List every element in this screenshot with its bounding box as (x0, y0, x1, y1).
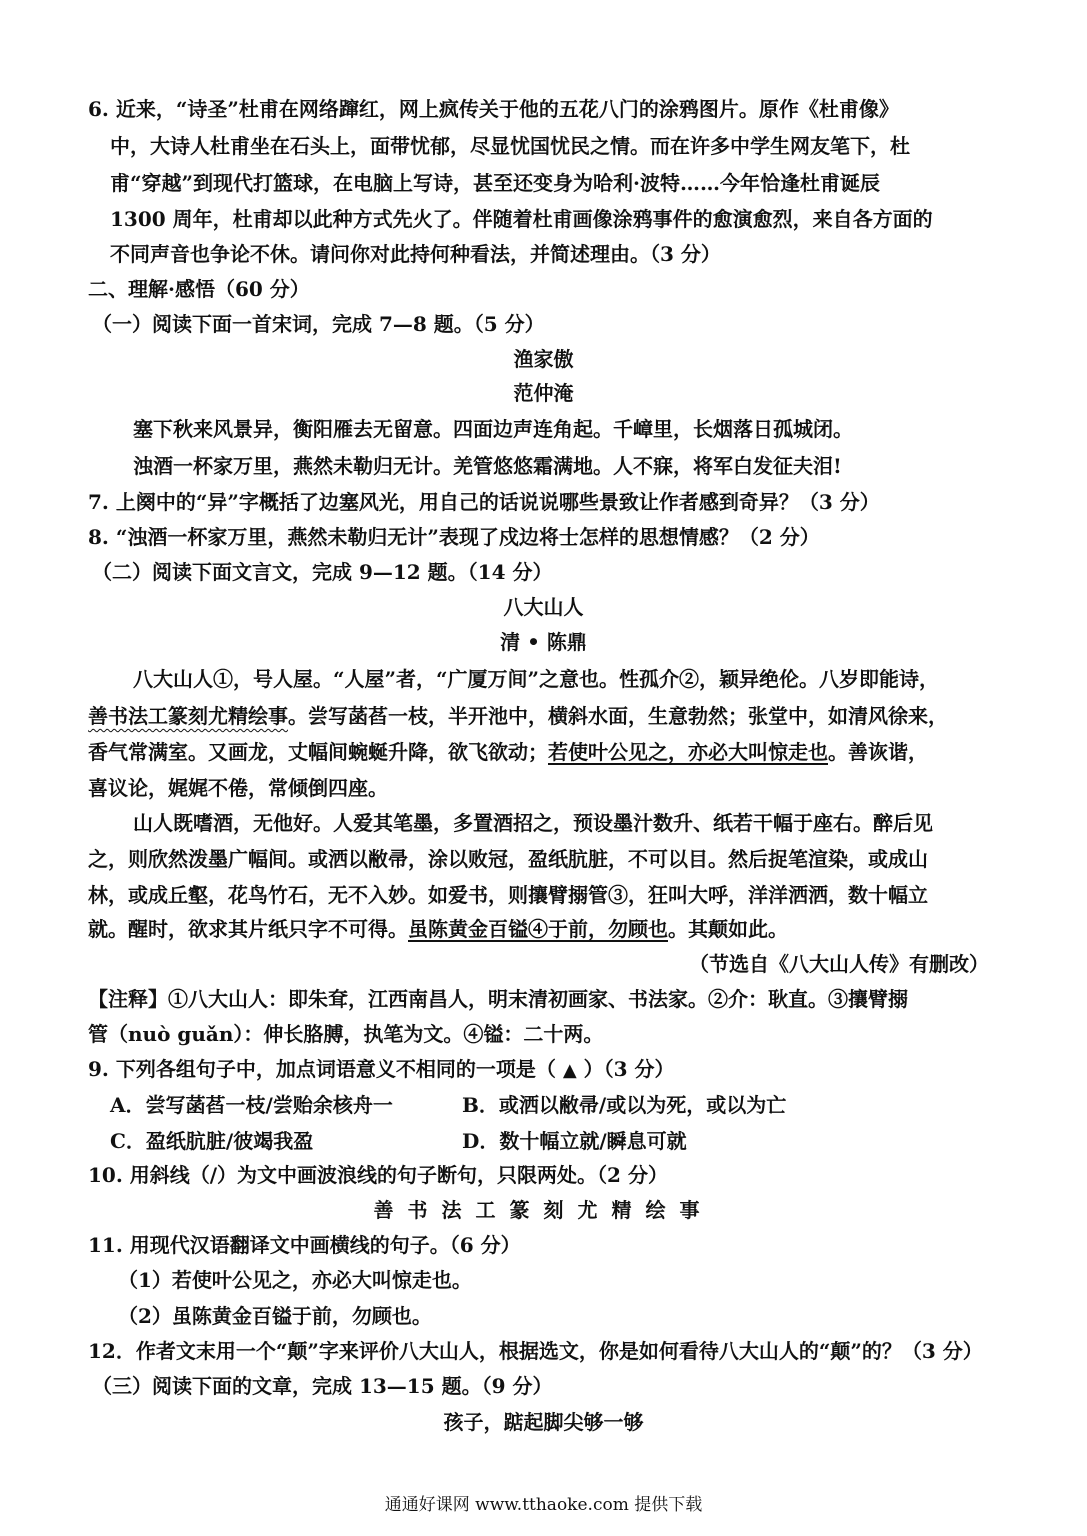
part3-intro: （三）阅读下面的文章，完成 13—15 题。（9 分） (92, 1374, 553, 1398)
q6-line-4: 1300 周年，杜甫却以此种方式先火了。伴随着杜甫画像涂鸦事件的愈演愈烈，来自各方面的 (110, 207, 933, 231)
q6-line-5: 不同声音也争论不休。请问你对此持何种看法，并简述理由。（3 分） (110, 242, 721, 266)
option-b: B．或洒以敝帚/或以为死，或以为亡 (462, 1093, 787, 1117)
answer-blank-triangle-icon: ▲ (562, 1060, 577, 1081)
notes-line-2: 管（nuò guǎn）：伸长胳膊，执笔为文。④镒：二十两。 (88, 1022, 604, 1046)
q10-sentence: 善书法工篆刻尤精绘事 (373, 1198, 714, 1222)
passage-p2-line-1: 山人既嗜酒，无他好。人爱其笔墨，多置酒招之，预设墨汁数升、纸若干幅于座右。醉后见 (133, 811, 933, 835)
section-title: 二、理解·感悟（60 分） (88, 277, 310, 301)
page-footer: 通通好课网 www.tthaoke.com 提供下载 (384, 1495, 703, 1515)
q11-item-1: （1）若使叶公见之，亦必大叫惊走也。 (118, 1268, 472, 1292)
question-9 (88, 1052, 675, 1088)
q9-score: ）（3 分） (583, 1057, 675, 1081)
q11-item-2: （2）虽陈黄金百镒于前，勿顾也。 (118, 1304, 432, 1328)
passage-p1-line-1: 八大山人①，号人屋。“人屋”者，“广厦万间”之意也。性孤介②，颖异绝伦。八岁即能诗， (133, 667, 940, 691)
question-8: 8. “浊酒一杯家万里，燕然未勒归无计”表现了戍边将士怎样的思想情感？（2 分） (88, 525, 820, 549)
passage-p1-line-3 (88, 735, 928, 769)
underlined-sentence-1: 若使叶公见之，亦必大叫惊走也 (548, 740, 828, 764)
poem-author: 范仲淹 (513, 381, 574, 405)
question-11: 11. 用现代汉语翻译文中画横线的句子。（6 分） (88, 1233, 521, 1257)
passage-p2-line-4 (88, 912, 788, 946)
passage-source: （节选自《八大山人传》有删改） (689, 952, 989, 976)
q6-line-2: 中，大诗人杜甫坐在石头上，面带忧郁，尽显忧国忧民之情。而在许多中学生网友笔下，杜 (110, 134, 910, 158)
underlined-sentence-2: 虽陈黄金百镒④于前，勿顾也 (408, 917, 668, 941)
part3-article-title: 孩子，踮起脚尖够一够 (443, 1410, 644, 1434)
part2-intro: （二）阅读下面文言文，完成 9—12 题。（14 分） (92, 560, 553, 584)
option-c: C．盈纸肮脏/彼竭我盈 (110, 1129, 314, 1153)
part1-intro: （一）阅读下面一首宋词，完成 7—8 题。（5 分） (92, 312, 545, 336)
passage-p1-line-2 (88, 699, 948, 733)
question-12: 12．作者文末用一个“颠”字来评价八大山人，根据选文，你是如何看待八大山人的“颠”的？（3 分） (88, 1339, 983, 1363)
notes-line-1: 【注释】①八大山人：即朱耷，江西南昌人，明末清初画家、书法家。②介：耿直。③攘臂搦 (88, 987, 908, 1011)
poem-line-2: 浊酒一杯家万里，燕然未勒归无计。羌管悠悠霜满地。人不寐，将军白发征夫泪! (133, 454, 842, 478)
passage-text: 。善诙谐， (828, 740, 928, 764)
poem-title: 渔家傲 (513, 347, 574, 371)
passage-p2-line-2: 之，则欣然泼墨广幅间。或洒以敝帚，涂以败冠，盈纸肮脏，不可以目。然后捉笔渲染，或成山 (88, 847, 928, 871)
q6-line-3: 甫“穿越”到现代打篮球，在电脑上写诗，甚至还变身为哈利·波特……今年恰逢杜甫诞辰 (110, 171, 880, 195)
question-10: 10. 用斜线（/）为文中画波浪线的句子断句，只限两处。（2 分） (88, 1163, 668, 1187)
passage-text: 。尝写菡萏一枝，半开池中，横斜水面，生意勃然；张堂中，如清风徐来， (288, 704, 948, 728)
passage-text: 就。醒时，欲求其片纸只字不可得。 (88, 917, 408, 941)
poem-line-1: 塞下秋来风景异，衡阳雁去无留意。四面边声连角起。千嶂里，长烟落日孤城闭。 (133, 417, 853, 441)
passage-text: 香气常满室。又画龙，丈幅间蜿蜒升降，欲飞欲动； (88, 740, 548, 764)
passage-p1-line-4: 喜议论，娓娓不倦，常倾倒四座。 (88, 776, 388, 800)
wavy-underlined-sentence: 善书法工篆刻尤精绘事 (88, 704, 288, 728)
question-7: 7. 上阕中的“异”字概括了边塞风光，用自己的话说说哪些景致让作者感到奇异？（3 分） (88, 490, 880, 514)
q6-line-1: 6. 近来，“诗圣”杜甫在网络蹿红，网上疯传关于他的五花八门的涂鸦图片。原作《杜甫像》 (88, 97, 899, 121)
q9-text: 9. 下列各组句子中，加点词语意义不相同的一项是（ (88, 1057, 556, 1081)
passage-title: 八大山人 (503, 595, 584, 619)
passage-p2-line-3: 林，或成丘壑，花鸟竹石，无不入妙。如爱书，则攘臂搦管③，狂叫大呼，洋洋洒洒，数十幅立 (88, 883, 928, 907)
option-a: A．尝写菡萏一枝/尝贻余核舟一 (110, 1093, 393, 1117)
passage-text: 。其颠如此。 (668, 917, 788, 941)
option-d: D．数十幅立就/瞬息可就 (462, 1129, 687, 1153)
passage-author: 清 • 陈鼎 (500, 630, 587, 654)
